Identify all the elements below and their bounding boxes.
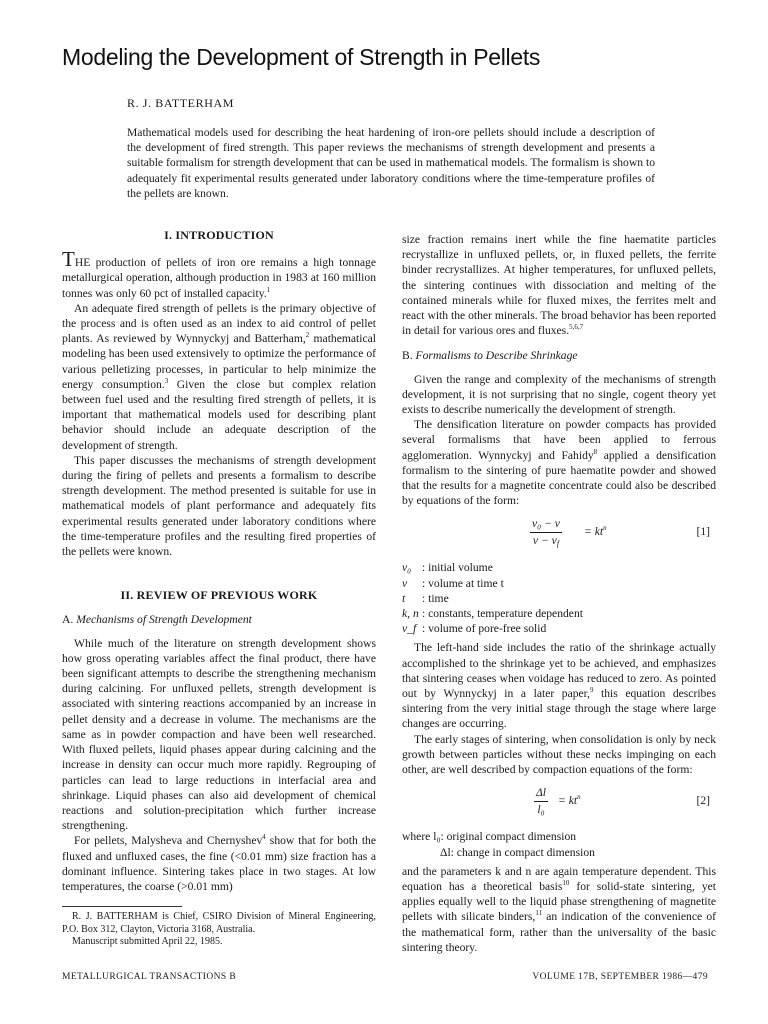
citation: 10 — [562, 878, 570, 887]
variable-list — [402, 560, 716, 636]
equation-1 — [402, 512, 716, 556]
page-footer: VOLUME 17B, SEPTEMBER 1986—479 — [532, 972, 708, 982]
formalism-paragraph-5-text-a: and the parameters k and n are again temperature dependent. This equation has a theoretical basis — [402, 864, 716, 893]
right-column — [402, 232, 716, 955]
variable-symbol: k, n — [402, 607, 419, 621]
formalism-paragraph-5 — [402, 864, 716, 955]
formalism-paragraph-5-text-b: for solid-state sintering, yet applies equally well to the liquid phase strengthening of magnetite pellets with silicate binders, — [402, 879, 716, 924]
where-line-2: Δl: change in compact dimension — [440, 845, 595, 859]
review-paragraph-2 — [62, 833, 376, 894]
variable-description: : initial volume — [422, 561, 493, 575]
review-paragraph-2-text-b: show that for both the fluxed and unfluxed cases, the fine (<0.01 mm) size fraction has a dominant influence. Sintering takes place in two stages. At low temperatures, the coarse (>0.01 mm) — [62, 834, 376, 893]
left-column — [62, 228, 376, 949]
citation: 9 — [589, 686, 594, 695]
variable-item — [402, 621, 716, 636]
footnote-submitted: Manuscript submitted April 22, 1985. — [72, 936, 223, 948]
review-paragraph-3-text: size fraction remains inert while the fine haematite particles recrystallize in unfluxed pellets, or, in fluxed pellets, the ferrite binder recrystallizes. At higher temperatures, for unfluxed pellets, the sintering continues with dissociation and melting of the contained minerals while for fluxed mixes, the ferrites melt and react with the other minerals. The broad behavior has been reported in detail for various ores and fluxes. — [402, 233, 716, 338]
equation-2-rhs-text: = kt — [558, 794, 578, 808]
author-name: R. J. BATTERHAM — [127, 96, 235, 110]
equation-1-subscript: f — [556, 538, 560, 548]
equation-1-rhs-text: = kt — [584, 525, 604, 539]
variable-item — [402, 576, 716, 591]
formalism-paragraph-3-text-b: this equation describes sintering from the very initial stage through the stage where large changes are occurring. — [402, 687, 716, 731]
formalism-paragraph-2-text-a: The densification literature on powder compacts has provided several formalisms that have been applied to ferrous agglomeration. Wynnyckyj and Fahidy — [402, 418, 716, 462]
citation: 11 — [535, 909, 543, 918]
equation-2-fraction — [534, 785, 548, 816]
subsection-title: Mechanisms of Strength Development — [76, 613, 252, 627]
equation-1-number: [1] — [696, 525, 710, 539]
subsection-title: Formalisms to Describe Shrinkage — [415, 349, 578, 363]
section-heading-review: II. REVIEW OF PREVIOUS WORK — [120, 588, 318, 603]
intro-paragraph-3: This paper discusses the mechanisms of strength development during the firing of pellets and presents a formalism to describe strength development. The method presented is suitable for use in mathematical models of plant performance and adequately fits experimental results generated under laboratory conditions where the time-temperature profiles and the resulting fired properties of the pellets were known. — [62, 453, 376, 559]
intro-paragraph-2 — [62, 301, 376, 453]
citation: 8 — [593, 447, 598, 456]
equation-1-denominator — [530, 533, 562, 548]
variable-description: : volume of pore-free solid — [422, 622, 547, 636]
citation: 5,6,7 — [569, 323, 584, 332]
variable-description: : constants, temperature dependent — [422, 607, 583, 621]
formalism-paragraph-3-text-a: The left-hand side includes the ratio of the shrinkage actually accomplished to the shrinkage yet to be achieved, and emphasizes that sintering ceases when voidage has reduced to zero. As pointed out by Wynnyckyj in a later paper, — [402, 641, 716, 701]
drop-cap: T — [62, 247, 75, 272]
equation-2 — [402, 781, 716, 825]
abstract: Mathematical models used for describing the heat hardening of iron-ore pellets should include a description of the development of fired strength. This paper reviews the mechanisms of strength development and presents a suitable formalism for strength development that can be used in mathematical models. The formalism is shown to adequately fit experimental results generated under laboratory conditions where the time-temperature profiles of the pellets are known. — [127, 126, 655, 200]
variable-item — [402, 606, 716, 621]
equation-1-rhs — [584, 524, 607, 539]
footnote-rule — [62, 906, 182, 907]
formalism-paragraph-5-text-c: an indication of the convenience of the mathematical form, rather than the universality of the basic sintering theory. — [402, 910, 716, 954]
variable-item — [402, 560, 716, 575]
equation-2-rhs — [558, 793, 581, 808]
citation: 4 — [262, 833, 266, 842]
subsection-heading-formalisms — [402, 348, 716, 363]
subsection-heading-mechanisms — [62, 612, 376, 627]
footnote-affiliation: R. J. BATTERHAM is Chief, CSIRO Division of Mineral Engineering, P.O. Box 312, Clayton, Victoria 3168, Australia. — [62, 911, 376, 935]
variable-symbol: t — [402, 591, 406, 605]
variable-description: : volume at time t — [422, 576, 504, 590]
citation: 1 — [266, 285, 271, 294]
equation-1-denominator-text: v − v — [532, 533, 557, 547]
citation: 2 — [305, 331, 310, 340]
journal-footer: METALLURGICAL TRANSACTIONS B — [62, 972, 237, 982]
formalism-paragraph-1: Given the range and complexity of the mechanisms of strength development, it is not surprising that no single, cogent theory yet exists to describe numerically the development of strength. — [402, 372, 716, 417]
review-paragraph-2-text-a: For pellets, Malysheva and Chernyshev — [74, 834, 263, 848]
citation: 3 — [164, 376, 169, 385]
review-paragraph-1: While much of the literature on strength development shows how gross operating variables affect the final product, there have been significant attempts to describe the strengthening mechanism during calcining. For unfluxed pellets, strength development is associated with sintering reactions accompanied by an increase in pellet density and a decrease in volume. The mechanisms are the same as in powder compaction and have been well researched. With fluxed pellets, liquid phases appear during calcining and the increase in density can occur much more rapidly. Regrouping of particles can lead to large reductions in interfacial area and shrinkage. Liquid phases can also aid development of chemical reactions and solution-precipitation which further increase strengthening. — [62, 636, 376, 833]
equation-1-fraction — [530, 516, 562, 547]
intro-paragraph-2-text-b: mathematical modeling has been used extensively to optimize the performance of various pelletizing processes, in particular to help minimize the energy consumption. — [62, 332, 376, 391]
formalism-paragraph-2-text-b: applied a densification formalism to the sintering of pure haematite powder and showed that the results for a magnetite concentrate could also be described by equations of the form: — [402, 448, 716, 508]
intro-paragraph-2-text-c: Given the close but complex relation between fuel used and the resulting fired strength of pellets, it is important that mathematical models used for describing plant behavior should include an adequate description of the development of strength. — [62, 377, 377, 452]
formalism-paragraph-2 — [402, 417, 716, 508]
equation-1-exponent: n — [603, 524, 607, 533]
subsection-letter: B. — [402, 349, 413, 363]
intro-paragraph-1-text: HE production of pellets of iron ore remains a high tonnage metallurgical operation, although production in 1983 at 160 million tonnes was only 60 pct of installed capacity. — [62, 256, 376, 300]
variable-symbol: v_f — [402, 622, 417, 636]
variable-symbol: v₀ — [402, 561, 412, 575]
paper-title: Modeling the Development of Strength in Pellets — [62, 44, 541, 70]
intro-paragraph-2-text-a: An adequate fired strength of pellets is the primary objective of the process and is often used as an index to aid control of pellet plants. As reviewed by Wynnyckyj and Batterham, — [62, 301, 376, 346]
footnote — [62, 911, 376, 949]
subsection-letter: A. — [62, 613, 74, 627]
variable-description: : time — [422, 591, 449, 605]
equation-2-exponent: n — [577, 793, 581, 802]
formalism-paragraph-3 — [402, 640, 716, 731]
variable-symbol: v — [402, 576, 408, 590]
equation-1-numerator: v₀ − v — [530, 516, 562, 532]
equation-2-denominator: l₀ — [537, 802, 545, 816]
where-line-1: where l₀: original compact dimension — [402, 830, 577, 844]
equation-2-number: [2] — [696, 794, 710, 808]
variable-item — [402, 591, 716, 606]
intro-paragraph-1 — [62, 247, 376, 301]
equation-2-numerator: Δl — [534, 785, 548, 801]
section-heading-introduction: I. INTRODUCTION — [164, 228, 274, 242]
review-paragraph-3 — [402, 232, 716, 338]
formalism-paragraph-4: The early stages of sintering, when consolidation is only by neck growth between particles without these necks impinging on each other, are well described by compaction equations of the form: — [402, 732, 716, 777]
